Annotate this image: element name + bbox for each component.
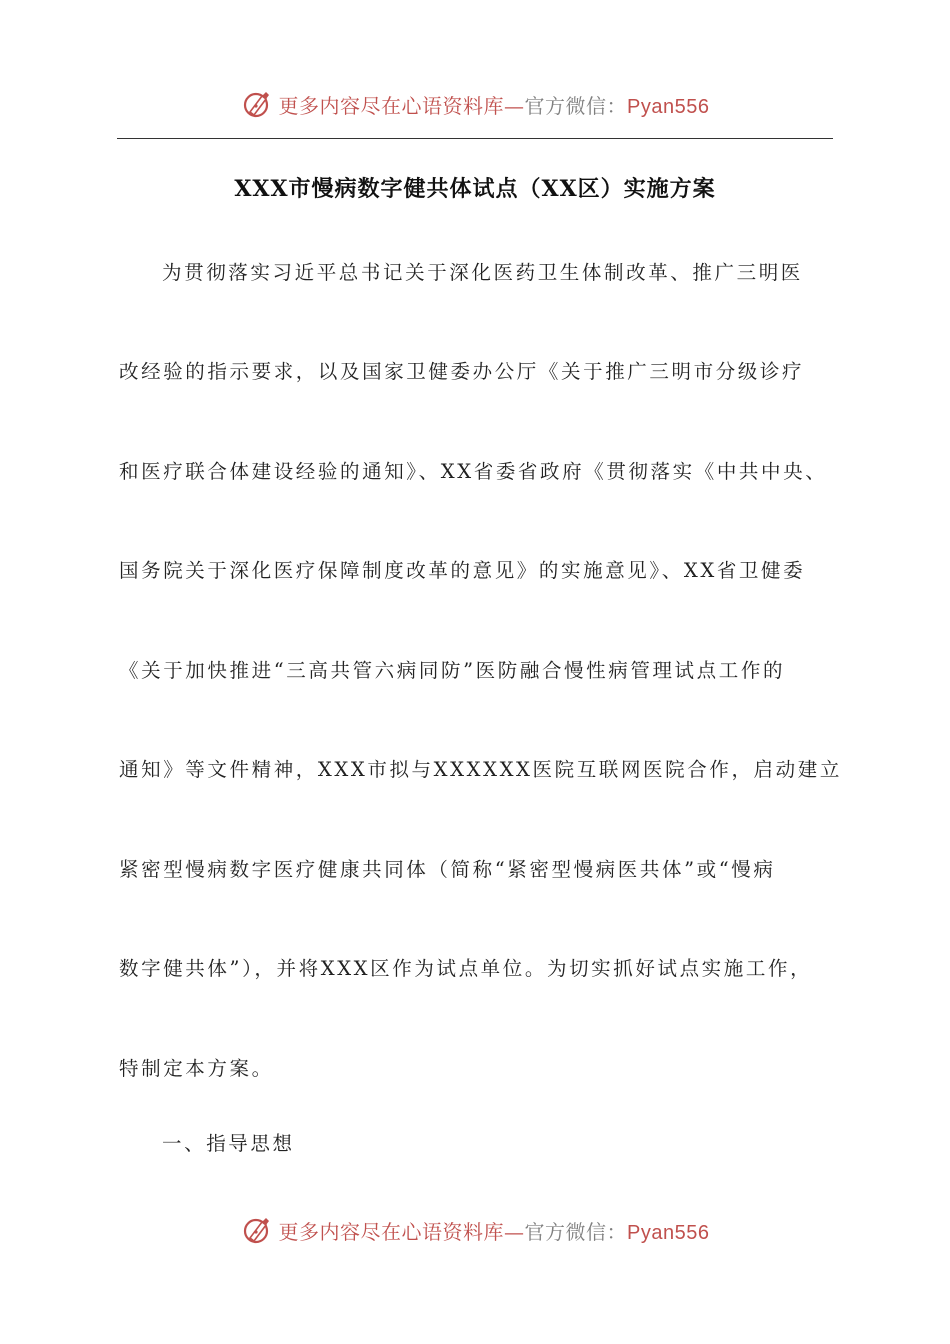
paragraph-line: 国务院关于深化医疗保障制度改革的意见》的实施意见》、XX省卫健委 xyxy=(119,559,806,582)
document-title: XXX市慢病数字健共体试点（XX区）实施方案 xyxy=(234,176,716,202)
section-heading: 一、指导思想 xyxy=(162,1132,295,1155)
paragraph-line: 为贯彻落实习近平总书记关于深化医药卫生体制改革、推广三明医 xyxy=(162,261,803,284)
paragraph-line: 特制定本方案。 xyxy=(119,1057,274,1080)
paragraph-line: 《关于加快推进“三高共管六病同防”医防融合慢性病管理试点工作的 xyxy=(119,659,786,682)
pen-nib-circle-icon xyxy=(241,1214,273,1246)
paragraph-line: 和医疗联合体建设经验的通知》、XX省委省政府《贯彻落实《中共中央、 xyxy=(119,460,828,483)
header-divider xyxy=(117,138,833,139)
header-banner xyxy=(0,84,950,124)
paragraph-line: 通知》等文件精神，XXX市拟与XXXXXX医院互联网医院合作，启动建立 xyxy=(119,758,842,781)
banner-text: 更多内容尽在心语资料库—官方微信：Pyan556 xyxy=(278,93,710,118)
pen-nib-circle-icon xyxy=(241,88,273,120)
paragraph-line: 改经验的指示要求，以及国家卫健委办公厅《关于推广三明市分级诊疗 xyxy=(119,360,805,383)
paragraph-line: 数字健共体”），并将XXX区作为试点单位。为切实抓好试点实施工作， xyxy=(119,957,813,980)
banner-text: 更多内容尽在心语资料库—官方微信：Pyan556 xyxy=(278,1219,710,1244)
footer-banner xyxy=(0,1210,950,1250)
paragraph-line: 紧密型慢病数字医疗健康共同体（简称“紧密型慢病医共体”或“慢病 xyxy=(119,858,776,881)
